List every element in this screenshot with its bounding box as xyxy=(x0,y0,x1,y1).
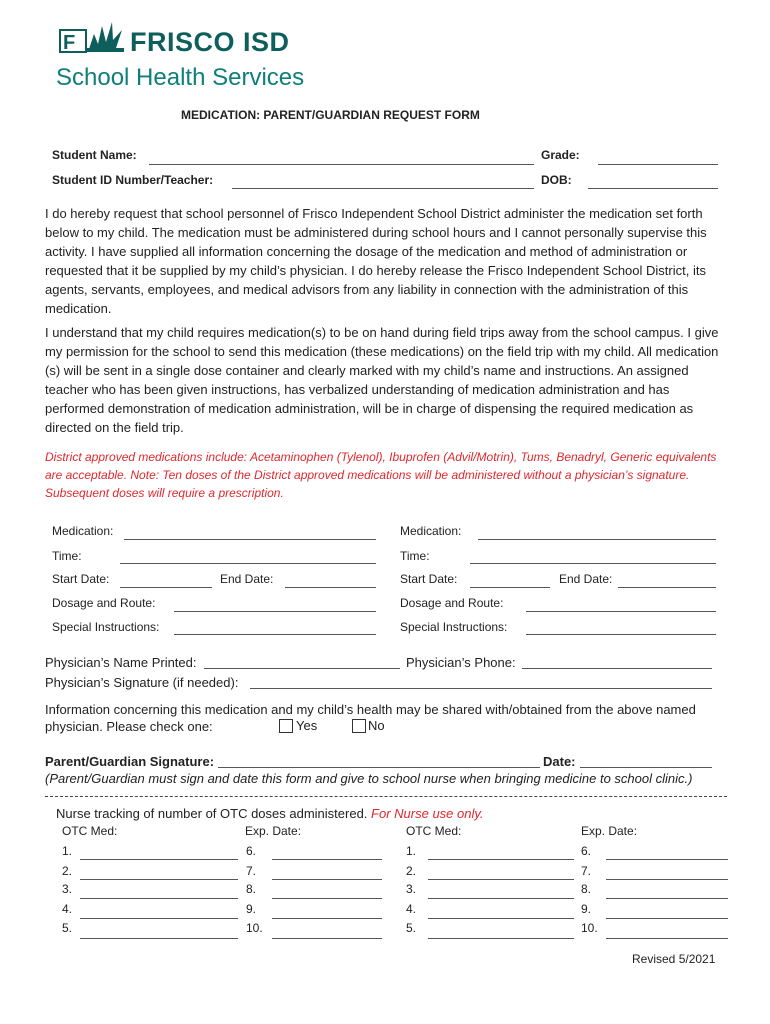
row-number: 4. xyxy=(406,902,417,916)
logo-name: FRISCO ISD xyxy=(130,27,290,57)
physician-signature-field[interactable] xyxy=(250,688,712,689)
dob-field[interactable] xyxy=(588,188,718,189)
frisco-logo-icon xyxy=(58,18,126,58)
exp-date-field[interactable] xyxy=(606,918,728,919)
revision-date: Revised 5/2021 xyxy=(632,952,716,966)
parent-note: (Parent/Guardian must sign and date this form and give to school nurse when bringing medicine to school clinic.) xyxy=(45,771,693,786)
medication-label-left: Medication: xyxy=(52,524,114,538)
otc-med-field[interactable] xyxy=(428,918,574,919)
student-id-field[interactable] xyxy=(232,188,534,189)
row-number: 6. xyxy=(581,844,592,858)
physician-name-label: Physician’s Name Printed: xyxy=(45,655,197,670)
start-date-label-right: Start Date: xyxy=(400,572,458,586)
exp-date-field[interactable] xyxy=(272,898,382,899)
row-number: 7. xyxy=(246,864,257,878)
special-label-left: Special Instructions: xyxy=(52,620,160,634)
otc-med-field[interactable] xyxy=(80,859,238,860)
row-number: 9. xyxy=(581,902,592,916)
otc-med-field[interactable] xyxy=(80,879,238,880)
logo-subtitle: School Health Services xyxy=(56,64,305,91)
grade-field[interactable] xyxy=(598,164,718,165)
field-trip-paragraph: I understand that my child requires medication(s) to be on hand during field trips away from the school campus. I give my permission for the school to send this medication (these medications) on the field trip with my child. All medication (s) will be sent in a single dose container and clearly marked with my child’s name and instructions. An assigned teacher who has been given instructions, has verbalized understanding of medication administration and has performed demonstration of medication administration, will be in charge of dispensing the required medication as directed on the field trip. xyxy=(45,325,719,435)
form-title: MEDICATION: PARENT/GUARDIAN REQUEST FORM xyxy=(181,108,480,122)
start-date-field-right[interactable] xyxy=(470,587,550,588)
exp-date-field[interactable] xyxy=(272,859,382,860)
parent-signature-field[interactable] xyxy=(218,767,540,768)
special-field-right[interactable] xyxy=(526,634,716,635)
end-date-label-left: End Date: xyxy=(220,572,274,586)
start-date-label-left: Start Date: xyxy=(52,572,110,586)
exp-date-field[interactable] xyxy=(272,918,382,919)
consent-text: Information concerning this medication and my child’s health may be shared with/obtained from the above named physician. Please check one: xyxy=(45,702,696,734)
consent-yes-label: Yes xyxy=(296,718,318,733)
dosage-label-right: Dosage and Route: xyxy=(400,596,504,610)
exp-date-label-left: Exp. Date: xyxy=(245,824,302,838)
start-date-field-left[interactable] xyxy=(120,587,212,588)
row-number: 6. xyxy=(246,844,257,858)
otc-med-label-left: OTC Med: xyxy=(62,824,118,838)
otc-med-field[interactable] xyxy=(428,938,574,939)
otc-med-label-right: OTC Med: xyxy=(406,824,462,838)
grade-label: Grade: xyxy=(541,148,580,162)
request-paragraph: I do hereby request that school personnel of Frisco Independent School District administer the medication set forth below to my child. The medication must be administered during school hours and I cannot personally supervise this activity. I have supplied all information concerning the dosage of the medication and method of administration or requested that it be supplied by my child’s physician. I do hereby release the Frisco Independent School District, its agents, servants, employees, and medical advisors from any liability in connection with the administration of this medication. xyxy=(45,206,707,316)
medication-label-right: Medication: xyxy=(400,524,462,538)
physician-name-field[interactable] xyxy=(204,668,400,669)
row-number: 5. xyxy=(62,921,73,935)
time-field-left[interactable] xyxy=(120,563,376,564)
otc-med-field[interactable] xyxy=(80,938,238,939)
time-field-right[interactable] xyxy=(470,563,716,564)
consent-no-checkbox[interactable] xyxy=(352,719,366,733)
row-number: 5. xyxy=(406,921,417,935)
time-label-left: Time: xyxy=(52,549,82,563)
end-date-label-right: End Date: xyxy=(559,572,613,586)
row-number: 1. xyxy=(406,844,417,858)
end-date-field-left[interactable] xyxy=(285,587,376,588)
otc-med-field[interactable] xyxy=(428,859,574,860)
row-number: 1. xyxy=(62,844,73,858)
medication-field-right[interactable] xyxy=(478,539,716,540)
physician-signature-label: Physician’s Signature (if needed): xyxy=(45,675,239,690)
row-number: 7. xyxy=(581,864,592,878)
otc-med-field[interactable] xyxy=(428,898,574,899)
otc-med-field[interactable] xyxy=(80,898,238,899)
otc-med-field[interactable] xyxy=(428,879,574,880)
row-number: 10. xyxy=(246,921,263,935)
consent-yes-checkbox[interactable] xyxy=(279,719,293,733)
exp-date-label-right: Exp. Date: xyxy=(581,824,638,838)
student-id-label: Student ID Number/Teacher: xyxy=(52,173,214,187)
exp-date-field[interactable] xyxy=(606,898,728,899)
dosage-label-left: Dosage and Route: xyxy=(52,596,156,610)
parent-signature-label: Parent/Guardian Signature: xyxy=(45,754,215,769)
nurse-heading-text: Nurse tracking of number of OTC doses administered. xyxy=(56,806,368,821)
dosage-field-right[interactable] xyxy=(526,611,716,612)
dosage-field-left[interactable] xyxy=(174,611,376,612)
row-number: 9. xyxy=(246,902,257,916)
consent-no-label: No xyxy=(368,718,385,733)
medication-field-left[interactable] xyxy=(124,539,376,540)
approved-meds-note: District approved medications include: Acetaminophen (Tylenol), Ibuprofen (Advil/Motrin), Tums, Benadryl, Generic equivalents are acceptable. Note: Ten doses of the District approved medications will be administered without a physician’s signature. Subsequent doses will require a prescription. xyxy=(45,450,717,500)
exp-date-field[interactable] xyxy=(606,879,728,880)
dob-label: DOB: xyxy=(541,173,572,187)
parent-date-field[interactable] xyxy=(580,767,712,768)
student-name-label: Student Name: xyxy=(52,148,137,162)
end-date-field-right[interactable] xyxy=(618,587,716,588)
row-number: 2. xyxy=(62,864,73,878)
section-divider xyxy=(45,796,727,797)
svg-text:F: F xyxy=(63,32,76,54)
physician-phone-field[interactable] xyxy=(522,668,712,669)
otc-med-field[interactable] xyxy=(80,918,238,919)
time-label-right: Time: xyxy=(400,549,430,563)
exp-date-field[interactable] xyxy=(272,879,382,880)
student-name-field[interactable] xyxy=(149,164,534,165)
row-number: 8. xyxy=(246,882,257,896)
row-number: 3. xyxy=(406,882,417,896)
special-label-right: Special Instructions: xyxy=(400,620,508,634)
row-number: 3. xyxy=(62,882,73,896)
physician-phone-label: Physician’s Phone: xyxy=(406,655,516,670)
exp-date-field[interactable] xyxy=(272,938,382,939)
nurse-only-note: For Nurse use only. xyxy=(371,806,484,821)
row-number: 4. xyxy=(62,902,73,916)
exp-date-field[interactable] xyxy=(606,859,728,860)
parent-date-label: Date: xyxy=(543,754,576,769)
row-number: 8. xyxy=(581,882,592,896)
nurse-heading xyxy=(56,806,484,821)
special-field-left[interactable] xyxy=(174,634,376,635)
row-number: 2. xyxy=(406,864,417,878)
exp-date-field[interactable] xyxy=(606,938,728,939)
row-number: 10. xyxy=(581,921,598,935)
